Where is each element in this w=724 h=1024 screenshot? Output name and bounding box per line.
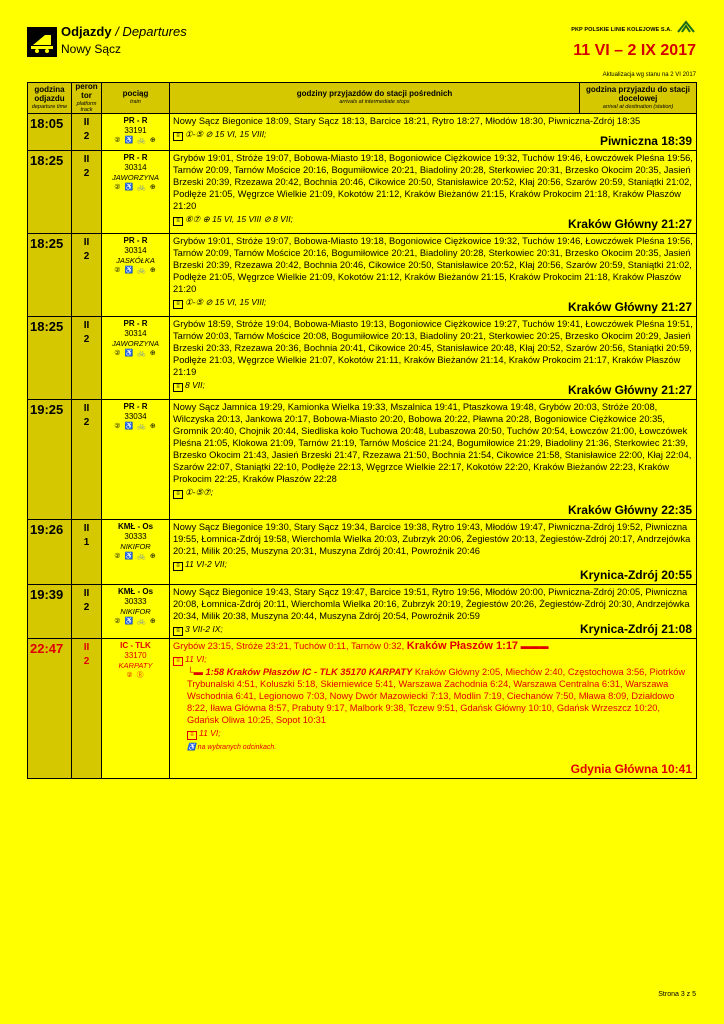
calendar-icon: ≡	[173, 627, 183, 636]
train-logo-icon	[27, 27, 57, 57]
train-number: 30314	[124, 328, 147, 338]
platform: II	[83, 153, 90, 165]
train-info	[102, 113, 170, 150]
departure-time: 18:25	[28, 316, 72, 399]
page-title	[61, 24, 187, 39]
platform: II	[83, 319, 90, 331]
title-en: / Departures	[115, 24, 187, 39]
connection-stops: Kraków Główny 2:05, Miechów 2:40, Częstochowa 3:56, Piotrków Trybunalski 4:51, Koluszki 5:18, Skierniewice 5:41, Warszawa Zachodnia 6:24, Warszawa Centralna 6:31, Warszawa Wschodnia 6:41, Legionowo 7:03, Nowy Dwór Mazowiecki 7:13, Modlin 7:19, Ciechanów 7:50, Mława 8:09, Działdowo 8:22, Iława Główna 8:57, Prabuty 9:17, Malbork 9:38, Tczew 9:51, Gdańsk Główny 10:10, Gdańsk Wrzeszcz 10:20, Gdańsk Oliwa 10:25, Sopot 10:31	[187, 666, 686, 725]
calendar-icon: ≡	[173, 383, 183, 392]
intermediate-stops	[170, 150, 697, 233]
header-platform: peron tor platform track	[72, 83, 102, 114]
table-header	[28, 83, 697, 114]
stops-list: Grybów 19:01, Stróże 19:07, Bobowa-Miasto 19:18, Bogoniowice Ciężkowice 19:32, Tuchów 19:46, Łowczówek Pleśna 19:56, Tarnów 20:09, Tarnów Mościce 20:16, Bogumiłowice 20:21, Biadoliny 20:28, Sterkowiec 20:31, Brzesko Okocim 20:35, Jasień Brzeski 20:39, Rzezawa 20:42, Bochnia 20:46, Cikowice 20:50, Stanisławice 20:52, Kłaj 20:56, Szarów 20:59, Staniątki 21:02, Podłęże 21:05, Węgrzce Wielkie 21:09, Kokotów 21:12, Kraków Bieżanów 21:15, Kraków Prokocim 21:18, Kraków Płaszów 21:20	[173, 235, 693, 294]
station-name: Nowy Sącz	[61, 42, 122, 56]
platform: II	[83, 236, 90, 248]
train-name: JAWORZYNA	[112, 172, 159, 182]
train-category: KMŁ - Os	[117, 521, 154, 531]
train-name: NIKIFOR	[120, 606, 151, 616]
service-notes	[173, 486, 693, 499]
platform: II	[83, 641, 90, 653]
notes-text: 3 VII-2 IX;	[185, 623, 223, 634]
calendar-icon: ≡	[173, 562, 183, 571]
intermediate-stops	[170, 638, 697, 778]
service-notes	[173, 653, 693, 666]
title-pl: Odjazdy	[61, 24, 112, 39]
train-icon: ▬▬▬	[520, 640, 549, 651]
train-category: PR - R	[123, 235, 148, 245]
train-name: NIKIFOR	[120, 541, 151, 551]
train-number: 33170	[124, 650, 147, 660]
platform-track	[72, 113, 102, 150]
stops-list: Nowy Sącz Biegonice 18:09, Stary Sącz 18:13, Barcice 18:21, Rytro 18:27, Młodów 18:30, Piwniczna-Zdrój 18:35	[173, 115, 641, 126]
transfer-station: Kraków Płaszów 1:17	[406, 639, 519, 652]
train-amenities-icon: ② ♿ 🚲 ⊕	[114, 183, 157, 191]
notes-text: ①-⑤⑦;	[185, 486, 214, 497]
departure-time: 19:25	[28, 399, 72, 519]
train-name: JASKÓŁKA	[116, 255, 155, 265]
calendar-icon: ≡	[187, 731, 197, 740]
notes-text: 11 VI;	[199, 727, 221, 738]
destination-arrival: Krynica-Zdrój 20:55	[579, 567, 692, 582]
service-notes-2	[187, 727, 693, 740]
validity-period: 11 VI – 2 IX 2017	[573, 42, 696, 59]
notes-text: ①-⑤ ⊘ 15 VI, 15 VIII;	[185, 128, 267, 139]
train-info	[102, 584, 170, 638]
train-info	[102, 519, 170, 584]
header-time: godzina odjazdu departure time	[28, 83, 72, 114]
destination-arrival: Kraków Główny 22:35	[567, 502, 692, 517]
operator-name: PKP POLSKIE LINIE KOLEJOWE S.A.	[571, 27, 672, 33]
destination-arrival: Kraków Główny 21:27	[567, 216, 692, 231]
train-amenities-icon: ② ♿ 🚲 ⊕	[114, 136, 157, 144]
notes-text: 11 VI-2 VII;	[185, 558, 227, 569]
destination-arrival: Kraków Główny 21:27	[567, 382, 692, 397]
platform: II	[83, 522, 90, 534]
notes-text: 11 VI;	[185, 653, 207, 664]
destination-arrival: Kraków Główny 21:27	[567, 299, 692, 314]
header-stops: godziny przyjazdów do stacji pośrednich arrivals at intermediate stops	[170, 83, 580, 114]
platform-track	[72, 233, 102, 316]
calendar-icon: ≡	[173, 217, 183, 226]
departure-time: 19:39	[28, 584, 72, 638]
train-name: JAWORZYNA	[112, 338, 159, 348]
track: 2	[83, 250, 90, 262]
train-info	[102, 638, 170, 778]
table-row	[28, 399, 697, 519]
intermediate-stops	[170, 233, 697, 316]
calendar-icon: ≡	[173, 132, 183, 141]
stops-list: Nowy Sącz Biegonice 19:30, Stary Sącz 19:34, Barcice 19:38, Rytro 19:43, Młodów 19:47, Piwniczna-Zdrój 19:52, Piwniczna 19:55, Łomnica-Zdrój 19:58, Wierchomla Wielka 20:03, Zubrzyk 20:06, Żegiestów 20:13, Żegiestów-Zdrój 20:17, Andrzejówka 20:21, Milik 20:25, Muszyna 20:31, Muszyna Zdrój 20:41, Powroźnik 20:46	[173, 521, 691, 556]
calendar-icon: ≡	[173, 657, 183, 666]
stops-list: Grybów 23:15, Stróże 23:21, Tuchów 0:11, Tarnów 0:32,	[173, 640, 405, 651]
table-row	[28, 150, 697, 233]
train-info	[102, 399, 170, 519]
update-note: Aktualizacja wg stanu na 2 VI 2017	[602, 72, 696, 78]
intermediate-stops	[170, 316, 697, 399]
train-info	[102, 233, 170, 316]
track: 2	[83, 130, 90, 142]
train-info	[102, 316, 170, 399]
train-amenities-icon: ② ♿ 🚲 ⊕	[114, 422, 157, 430]
track: 2	[83, 655, 90, 667]
destination-arrival: Piwniczna 18:39	[599, 133, 692, 148]
notes-text: 8 VII;	[185, 379, 205, 390]
train-amenities-icon: ② ♿ 🚲 ⊕	[114, 552, 157, 560]
departure-time: 22:47	[28, 638, 72, 778]
train-info	[102, 150, 170, 233]
departure-time: 19:26	[28, 519, 72, 584]
platform-track	[72, 519, 102, 584]
track: 2	[83, 416, 90, 428]
platform: II	[83, 402, 90, 414]
stops-list: Grybów 18:59, Stróże 19:04, Bobowa-Miasto 19:13, Bogoniowice Ciężkowice 19:27, Tuchów 19:41, Łowczówek Pleśna 19:51, Tarnów 20:03, Tarnów Mościce 20:08, Bogumiłowice 20:13, Biadoliny 20:21, Sterkowiec 20:25, Brzesko Okocim 20:29, Jasień Brzeski 20:33, Rzezawa 20:36, Bochnia 20:41, Cikowice 20:45, Stanisławice 20:48, Kłaj 20:52, Szarów 20:56, Staniątki 20:59, Podłęże 21:03, Węgrzce Wielkie 21:07, Kokotów 21:11, Kraków Bieżanów 21:14, Kraków Prokocim 21:17, Kraków Płaszów 21:19	[173, 318, 693, 377]
platform-track	[72, 150, 102, 233]
calendar-icon: ≡	[173, 490, 183, 499]
intermediate-stops	[170, 113, 697, 150]
departures-table	[27, 82, 697, 779]
page-number: Strona 3 z 5	[658, 991, 696, 998]
stops-list: Nowy Sącz Biegonice 19:43, Stary Sącz 19:47, Barcice 19:51, Rytro 19:56, Młodów 20:00, Piwniczna-Zdrój 20:05, Piwniczna 20:08, Łomnica-Zdrój 20:11, Wierchomla Wielka 20:16, Zubrzyk 20:19, Żegiestów 20:26, Żegiestów-Zdrój 20:30, Andrzejówka 20:34, Milik 20:38, Muszyna 20:44, Muszyna Zdrój 20:54, Powroźnik 20:59	[173, 586, 690, 621]
train-number: 30314	[124, 245, 147, 255]
train-category: IC - TLK	[120, 640, 151, 650]
train-amenities-icon: ② ♿ 🚲 ⊕	[114, 266, 157, 274]
train-amenities-icon: ② ♿ 🚲 ⊕	[114, 617, 157, 625]
connection-arrow-icon: └▬	[187, 666, 206, 677]
train-category: PR - R	[123, 401, 148, 411]
destination-arrival: Krynica-Zdrój 21:08	[579, 621, 692, 636]
intermediate-stops	[170, 519, 697, 584]
train-number: 30333	[124, 531, 147, 541]
track: 2	[83, 167, 90, 179]
stops-list: Nowy Sącz Jamnica 19:29, Kamionka Wielka 19:33, Mszalnica 19:41, Ptaszkowa 19:48, Grybów 20:03, Stróże 20:08, Wilczyska 20:13, Jankowa 20:17, Bobowa-Miasto 20:20, Bobowa 20:22, Pławna 20:28, Bogoniowice Ciężkowice 20:35, Gromnik 20:40, Chojnik 20:44, Siedliska koło Tuchowa 20:48, Lubaszowa 20:50, Tuchów 20:54, Łowczów 21:00, Łowczówek Pleśna 21:05, Klokowa 21:09, Tarnów 21:19, Tarnów Mościce 21:24, Bogumiłowice 21:29, Biadoliny 21:36, Sterkowiec 21:39, Brzesko Okocim 21:43, Jasień Brzeski 21:47, Rzezawa 21:50, Bochnia 21:54, Cikowice 21:58, Stanisławice 22:00, Kłaj 22:04, Szarów 22:07, Staniątki 22:10, Podłęże 22:13, Węgrzce Wielkie 22:17, Kokotów 22:20, Kraków Bieżanów 22:23, Kraków Prokocim 22:25, Kraków Płaszów 22:28	[173, 401, 692, 484]
table-row	[28, 113, 697, 150]
notes-text: ⑥⑦ ⊕ 15 VI, 15 VIII ⊘ 8 VII;	[185, 213, 293, 224]
stops-list: Grybów 19:01, Stróże 19:07, Bobowa-Miasto 19:18, Bogoniowice Ciężkowice 19:32, Tuchów 19:46, Łowczówek Pleśna 19:56, Tarnów 20:09, Tarnów Mościce 20:16, Bogumiłowice 20:21, Biadoliny 20:28, Sterkowiec 20:31, Brzesko Okocim 20:35, Jasień Brzeski 20:39, Rzezawa 20:42, Bochnia 20:46, Cikowice 20:50, Stanisławice 20:52, Kłaj 20:56, Szarów 20:59, Staniątki 21:02, Podłęże 21:05, Węgrzce Wielkie 21:09, Kokotów 21:12, Kraków Bieżanów 21:15, Kraków Prokocim 21:18, Kraków Płaszów 21:20	[173, 152, 693, 211]
table-row	[28, 316, 697, 399]
departure-time: 18:25	[28, 233, 72, 316]
train-number: 33034	[124, 411, 147, 421]
connection-block	[173, 666, 693, 754]
footnote-text: na wybranych odcinkach.	[197, 743, 277, 751]
train-category: PR - R	[123, 115, 148, 125]
notes-text: ①-⑤ ⊘ 15 VI, 15 VIII;	[185, 296, 267, 307]
table-row-special	[28, 638, 697, 778]
train-amenities-icon: ② Ⓡ	[126, 671, 145, 679]
platform: II	[83, 587, 90, 599]
platform-track	[72, 584, 102, 638]
table-row	[28, 519, 697, 584]
track: 1	[83, 536, 90, 548]
train-number: 30333	[124, 596, 147, 606]
train-number: 30314	[124, 162, 147, 172]
header-dest: godzina przyjazdu do stacji docelowej arrival at destination (station)	[580, 83, 697, 114]
destination-arrival: Gdynia Główna 10:41	[570, 761, 692, 776]
intermediate-stops	[170, 399, 697, 519]
table-row	[28, 233, 697, 316]
train-number: 33191	[124, 125, 147, 135]
platform-track	[72, 399, 102, 519]
accessibility-icon: ♿	[187, 743, 198, 751]
header-train: pociąg train	[102, 83, 170, 114]
platform-track	[72, 316, 102, 399]
train-amenities-icon: ② ♿ 🚲 ⊕	[114, 349, 157, 357]
track: 2	[83, 601, 90, 613]
platform: II	[83, 116, 90, 128]
train-category: KMŁ - Os	[117, 586, 154, 596]
intermediate-stops	[170, 584, 697, 638]
connection-heading: 1:58 Kraków Płaszów IC - TLK 35170 KARPATY	[205, 666, 413, 677]
pkp-logo-icon	[676, 20, 696, 35]
table-row	[28, 584, 697, 638]
train-name: KARPATY	[118, 660, 153, 670]
train-category: PR - R	[123, 318, 148, 328]
calendar-icon: ≡	[173, 300, 183, 309]
train-category: PR - R	[123, 152, 148, 162]
track: 2	[83, 333, 90, 345]
departure-time: 18:05	[28, 113, 72, 150]
footnote	[187, 742, 693, 754]
platform-track	[72, 638, 102, 778]
departure-time: 18:25	[28, 150, 72, 233]
